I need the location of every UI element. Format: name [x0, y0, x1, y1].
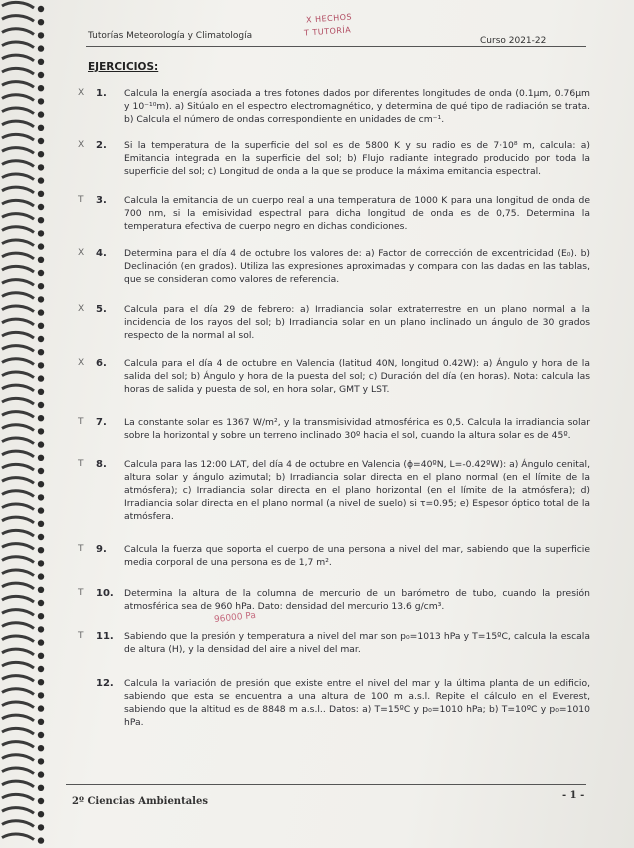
spiral-coil [2, 95, 34, 101]
handwritten-note-tutoring: T TUTORÍA [303, 25, 352, 38]
exercise-text: Sabiendo que la presión y temperatura a nivel del mar son p₀=1013 hPa y T=15ºC, calcula la escala de altura (H), y la densidad del aire a nivel del mar. [124, 631, 590, 655]
exercise-item [78, 139, 590, 178]
exercise-mark: X [78, 88, 85, 98]
binding-hole [38, 745, 44, 751]
spiral-coil [2, 689, 34, 695]
exercise-item [78, 247, 590, 286]
exercise-number: 5. [96, 304, 107, 315]
binding-hole [38, 283, 44, 289]
binding-hole [38, 85, 44, 91]
exercise-text: Calcula la emitancia de un cuerpo real a una temperatura de 1000 K para una longitud de onda de 700 nm, si la emisividad espectral para dicha longitud de onda es de 0,75. Determina la temperatura efectiva de cuerpo negro en dichas condiciones. [124, 195, 590, 232]
spiral-coil [2, 478, 34, 484]
binding-hole [38, 32, 44, 38]
binding-hole [38, 455, 44, 461]
binding-hole [38, 362, 44, 368]
exercise-number: 2. [96, 140, 107, 151]
binding-hole [38, 72, 44, 78]
binding-hole [38, 257, 44, 263]
binding-hole [38, 758, 44, 764]
footer-rule [66, 784, 586, 785]
binding-hole [38, 692, 44, 698]
binding-hole [38, 719, 44, 725]
binding-hole [38, 653, 44, 659]
binding-hole [38, 785, 44, 791]
binding-hole [38, 415, 44, 421]
spiral-coil [2, 16, 34, 22]
exercise-number: 4. [96, 248, 107, 259]
binding-hole [38, 679, 44, 685]
binding-hole [38, 507, 44, 513]
exercise-number: 3. [96, 195, 107, 206]
exercise-number: 11. [96, 631, 114, 642]
spiral-coil [2, 676, 34, 682]
spiral-coil [2, 755, 34, 761]
spiral-coil [2, 266, 34, 272]
exercise-mark: X [78, 248, 85, 258]
spiral-binding [0, 0, 60, 848]
binding-hole [38, 811, 44, 817]
binding-hole [38, 771, 44, 777]
spiral-coil [2, 596, 34, 602]
exercise-number: 7. [96, 417, 107, 428]
handwritten-annotation: 96000 Pa [213, 610, 257, 626]
binding-hole [38, 837, 44, 843]
binding-hole [38, 428, 44, 434]
exercise-item [78, 357, 590, 396]
binding-hole [38, 613, 44, 619]
exercise-item [78, 87, 590, 126]
exercises-heading: EJERCICIOS: [88, 61, 159, 73]
spiral-coil [2, 306, 34, 312]
exercise-text: Calcula la variación de presión que existe entre el nivel del mar y la última planta de un edificio, sabiendo que esta se encuentra a una altura de 100 m a.s.l. Repite el cálculo en el Everest, sabiendo que la altitud es de 8848 m a.s.l.. Datos: a) T=15ºC y p₀=1010 hPa; b) T=10ºC y p₀=1010 hPa. [124, 678, 590, 728]
spiral-coil [2, 517, 34, 523]
spiral-coil [2, 557, 34, 563]
binding-hole [38, 323, 44, 329]
header-academic-year: Curso 2021-22 [480, 36, 547, 46]
binding-hole [38, 336, 44, 342]
binding-hole [38, 349, 44, 355]
spiral-coil [2, 742, 34, 748]
binding-hole [38, 45, 44, 51]
spiral-coil [2, 227, 34, 233]
spiral-coil [2, 728, 34, 734]
exercise-item [78, 416, 590, 442]
binding-hole [38, 164, 44, 170]
binding-hole [38, 243, 44, 249]
spiral-coil [2, 834, 34, 840]
spiral-coil [2, 768, 34, 774]
spiral-coil [2, 68, 34, 74]
spiral-coil [2, 359, 34, 365]
spiral-coil [2, 319, 34, 325]
spiral-coil [2, 55, 34, 61]
footer-page-number: - 1 - [562, 790, 585, 801]
binding-hole [38, 217, 44, 223]
binding-hole [38, 481, 44, 487]
binding-hole [38, 798, 44, 804]
spiral-coil [2, 385, 34, 391]
exercise-mark: T [78, 544, 84, 554]
header-course-title: Tutorías Meteorología y Climatología [88, 31, 253, 41]
exercise-mark: T [78, 417, 84, 427]
binding-hole [38, 521, 44, 527]
handwritten-note-done: X HECHOS [305, 12, 353, 25]
exercise-mark: T [78, 631, 84, 641]
exercise-number: 1. [96, 88, 107, 99]
exercise-mark: T [78, 459, 84, 469]
exercise-item [92, 677, 590, 729]
spiral-coil [2, 29, 34, 35]
spiral-coil [2, 200, 34, 206]
spiral-coil [2, 412, 34, 418]
binding-hole [38, 177, 44, 183]
exercise-text: Determina para el día 4 de octubre los valores de: a) Factor de corrección de excentricidad (E₀). b) Declinación (en grados). Utiliza las expresiones aproximadas y compara con las dadas en las tablas, que se consideran como valores de referencia. [124, 248, 590, 285]
spiral-coil [2, 293, 34, 299]
exercise-text: Calcula para el día 29 de febrero: a) Irradiancia solar extraterrestre en un plano normal a la incidencia de los rayos del sol; b) Irradiancia solar en un plano inclinado un ángulo de 30 grados respecto de la normal al sol. [124, 304, 590, 341]
exercise-text: Calcula la energía asociada a tres fotones dados por diferentes longitudes de onda (0.1μm, 0.76μm y 10⁻¹⁰m). a) Sitúalo en el espectro electromagnético, y determina de qué tipo de radiación se trata. b) Calcula el número de ondas correspondiente en unidades de cm⁻¹. [124, 88, 590, 125]
binding-hole [38, 600, 44, 606]
spiral-coil [2, 346, 34, 352]
exercise-mark: X [78, 358, 85, 368]
spiral-coil [2, 82, 34, 88]
spiral-coil [2, 583, 34, 589]
exercise-number: 6. [96, 358, 107, 369]
binding-hole [38, 309, 44, 315]
spiral-coil [2, 504, 34, 510]
binding-hole [38, 547, 44, 553]
spiral-coil [2, 794, 34, 800]
spiral-coil [2, 148, 34, 154]
binding-hole [38, 125, 44, 131]
binding-hole [38, 191, 44, 197]
exercise-item [78, 458, 590, 523]
exercise-text: Si la temperatura de la superficie del sol es de 5800 K y su radio es de 7·10⁸ m, calcula: a) Emitancia integrada en la superficie del sol; b) Flujo radiante integrado producido por toda la superficie del sol; c) Longitud de onda a la que se produce la máxima emitancia espectral. [124, 140, 590, 177]
binding-hole [38, 138, 44, 144]
binding-hole [38, 666, 44, 672]
binding-hole [38, 204, 44, 210]
spiral-coil [2, 451, 34, 457]
spiral-coil [2, 398, 34, 404]
spiral-coil [2, 636, 34, 642]
exercise-item [78, 303, 590, 342]
spiral-coil [2, 253, 34, 259]
binding-hole [38, 587, 44, 593]
spiral-coil [2, 530, 34, 536]
spiral-coil [2, 161, 34, 167]
exercise-mark: X [78, 304, 85, 314]
binding-hole [38, 296, 44, 302]
exercise-text: Determina la altura de la columna de mercurio de un barómetro de tubo, cuando la presión atmosférica sea de 960 hPa. Dato: densidad del mercurio 13.6 g/cm³. [124, 588, 590, 612]
binding-hole [38, 151, 44, 157]
spiral-coil [2, 121, 34, 127]
spiral-coil [2, 372, 34, 378]
spiral-coil [2, 214, 34, 220]
spiral-coil [2, 108, 34, 114]
exercise-number: 10. [96, 588, 114, 599]
spiral-coil [2, 649, 34, 655]
spiral-coil [2, 42, 34, 48]
exercise-mark: T [78, 588, 84, 598]
binding-hole [38, 59, 44, 65]
spiral-coil [2, 240, 34, 246]
spiral-coil [2, 702, 34, 708]
exercise-mark: T [78, 195, 84, 205]
binding-hole [38, 639, 44, 645]
binding-hole [38, 270, 44, 276]
spiral-coil [2, 821, 34, 827]
binding-hole [38, 560, 44, 566]
header-rule [86, 46, 586, 47]
binding-hole [38, 626, 44, 632]
spiral-coil [2, 174, 34, 180]
binding-hole [38, 573, 44, 579]
exercise-number: 12. [96, 678, 114, 689]
spiral-coil [2, 134, 34, 140]
footer-degree: 2º Ciencias Ambientales [72, 796, 208, 807]
binding-hole [38, 468, 44, 474]
binding-hole [38, 19, 44, 25]
exercise-item [78, 194, 590, 233]
exercise-text: Calcula para el día 4 de octubre en Valencia (latitud 40N, longitud 0.42W): a) Ángulo y hora de la salida del sol; b) Ángulo y hora de la puesta del sol; c) Duración del día (en horas). Nota: calcula las horas de salida y puesta de sol, en hora solar, GMT y LST. [124, 358, 590, 395]
binding-hole [38, 402, 44, 408]
spiral-coil [2, 2, 34, 8]
binding-hole [38, 389, 44, 395]
binding-hole [38, 494, 44, 500]
binding-hole [38, 824, 44, 830]
spiral-coil [2, 544, 34, 550]
exercise-number: 9. [96, 544, 107, 555]
binding-hole [38, 732, 44, 738]
exercise-text: La constante solar es 1367 W/m², y la transmisividad atmosférica es 0,5. Calcula la irradiancia solar sobre la horizontal y sobre un terreno inclinado 30º hacia el sol, cuando la altura solar es de 45º. [124, 417, 590, 441]
exercise-text: Calcula la fuerza que soporta el cuerpo de una persona a nivel del mar, sabiendo que la superficie media corporal de una persona es de 1,7 m². [124, 544, 590, 568]
spiral-coil [2, 623, 34, 629]
binding-hole [38, 441, 44, 447]
binding-hole [38, 375, 44, 381]
binding-hole [38, 534, 44, 540]
spiral-coil [2, 187, 34, 193]
spiral-coil [2, 610, 34, 616]
exercise-item [78, 587, 590, 613]
binding-hole [38, 98, 44, 104]
binding-hole [38, 230, 44, 236]
exercise-mark: X [78, 140, 85, 150]
spiral-coil [2, 570, 34, 576]
spiral-coil [2, 715, 34, 721]
spiral-coil [2, 438, 34, 444]
spiral-coil [2, 425, 34, 431]
exercise-item [78, 630, 590, 656]
spiral-coil [2, 464, 34, 470]
exercise-number: 8. [96, 459, 107, 470]
binding-hole [38, 6, 44, 12]
spiral-coil [2, 662, 34, 668]
exercise-item [78, 543, 590, 569]
binding-hole [38, 705, 44, 711]
spiral-coil [2, 808, 34, 814]
spiral-coil [2, 781, 34, 787]
spiral-coil [2, 280, 34, 286]
binding-hole [38, 111, 44, 117]
exercise-text: Calcula para las 12:00 LAT, del día 4 de octubre en Valencia (ϕ=40ºN, L=-0.42ºW): a) Ángulo cenital, altura solar y ángulo azimutal; b) Irradiancia solar directa en el plano normal (en el límite de la atmósfera); c) Irradiancia solar directa en el plano horizontal (en el límite de la atmósfera); d) Irradiancia solar directa en el plano normal (a nivel de suelo) si τ=0.95; e) Espesor óptico total de la atmósfera. [124, 459, 590, 522]
spiral-coil [2, 332, 34, 338]
spiral-coil [2, 491, 34, 497]
